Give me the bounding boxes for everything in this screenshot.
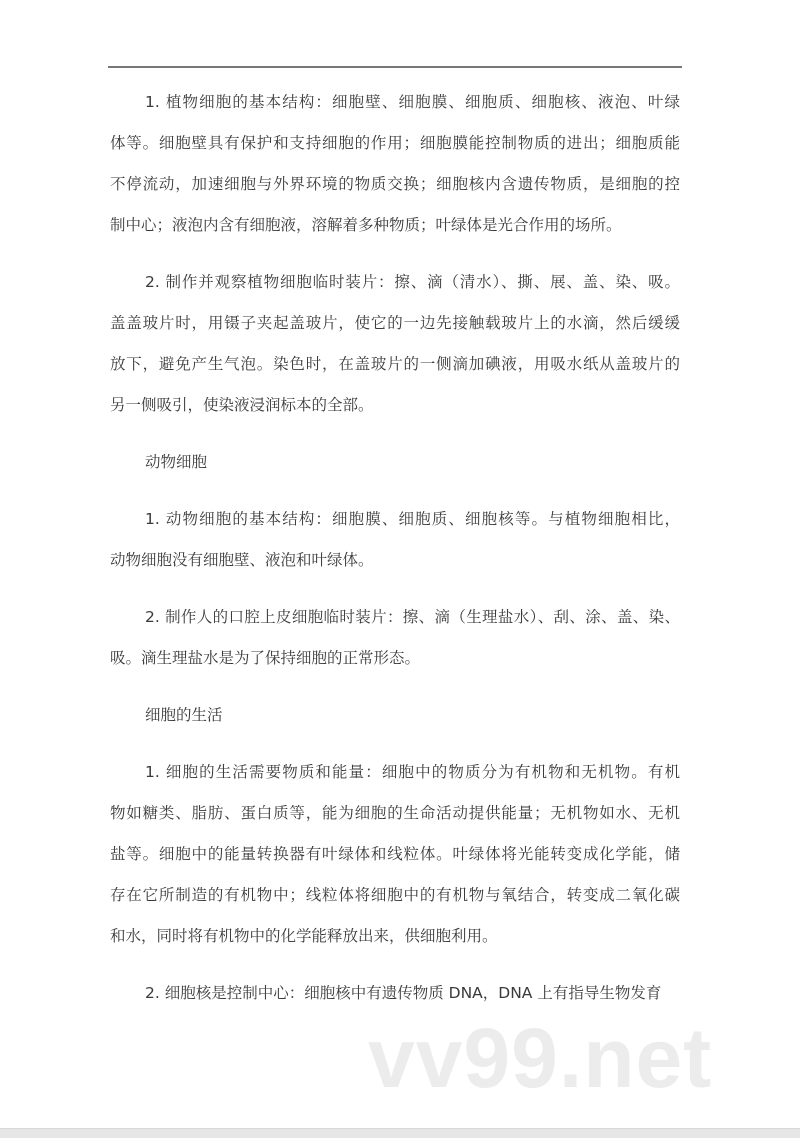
paragraph-line: 1. 动物细胞的基本结构：细胞膜、细胞质、细胞核等。与植物细胞相比， xyxy=(145,510,680,528)
section-heading-text: 细胞的生活 xyxy=(145,706,223,724)
section-heading xyxy=(110,695,680,736)
paragraph-line: 体等。细胞壁具有保护和支持细胞的作用；细胞膜能控制物质的进出；细胞质能 xyxy=(110,134,680,152)
paragraph-line: 吸。滴生理盐水是为了保持细胞的正常形态。 xyxy=(110,649,421,667)
paragraph xyxy=(110,973,680,1014)
paragraph-line: 物如糖类、脂肪、蛋白质等，能为细胞的生命活动提供能量；无机物如水、无机 xyxy=(110,804,680,822)
paragraph-line: 1. 植物细胞的基本结构：细胞壁、细胞膜、细胞质、细胞核、液泡、叶绿 xyxy=(145,93,680,111)
paragraph-line: 2. 制作人的口腔上皮细胞临时装片：擦、滴（生理盐水）、刮、涂、盖、染、 xyxy=(145,608,680,626)
paragraph-line: 1. 细胞的生活需要物质和能量：细胞中的物质分为有机物和无机物。有机 xyxy=(145,763,680,781)
section-heading xyxy=(110,442,680,483)
paragraph-line: 动物细胞没有细胞壁、液泡和叶绿体。 xyxy=(110,551,374,569)
paragraph-line: 另一侧吸引，使染液浸润标本的全部。 xyxy=(110,396,374,414)
header-rule xyxy=(108,66,682,68)
section-heading-text: 动物细胞 xyxy=(145,453,208,471)
paragraph-line: 制中心；液泡内含有细胞液，溶解着多种物质；叶绿体是光合作用的场所。 xyxy=(110,216,622,234)
document-body xyxy=(110,82,680,1030)
paragraph-line: 和水，同时将有机物中的化学能释放出来，供细胞利用。 xyxy=(110,927,498,945)
watermark: vv99.net xyxy=(368,1011,713,1105)
paragraph-line: 2. 细胞核是控制中心：细胞核中有遗传物质 DNA，DNA 上有指导生物发育 xyxy=(145,984,662,1002)
paragraph-line: 存在它所制造的有机物中；线粒体将细胞中的有机物与氧结合，转变成二氧化碳 xyxy=(110,886,680,904)
paragraph xyxy=(110,752,680,957)
paragraph xyxy=(110,82,680,246)
paragraph-line: 盐等。细胞中的能量转换器有叶绿体和线粒体。叶绿体将光能转变成化学能，储 xyxy=(110,845,680,863)
paragraph-line: 2. 制作并观察植物细胞临时装片：擦、滴（清水）、撕、展、盖、染、吸。 xyxy=(145,273,680,291)
paragraph xyxy=(110,499,680,581)
paragraph-line: 不停流动，加速细胞与外界环境的物质交换；细胞核内含遗传物质，是细胞的控 xyxy=(110,175,680,193)
paragraph-line: 盖盖玻片时，用镊子夹起盖玻片，使它的一边先接触载玻片上的水滴，然后缓缓 xyxy=(110,314,680,332)
paragraph xyxy=(110,597,680,679)
paragraph-line: 放下，避免产生气泡。染色时，在盖玻片的一侧滴加碘液，用吸水纸从盖玻片的 xyxy=(110,355,680,373)
paragraph xyxy=(110,262,680,426)
